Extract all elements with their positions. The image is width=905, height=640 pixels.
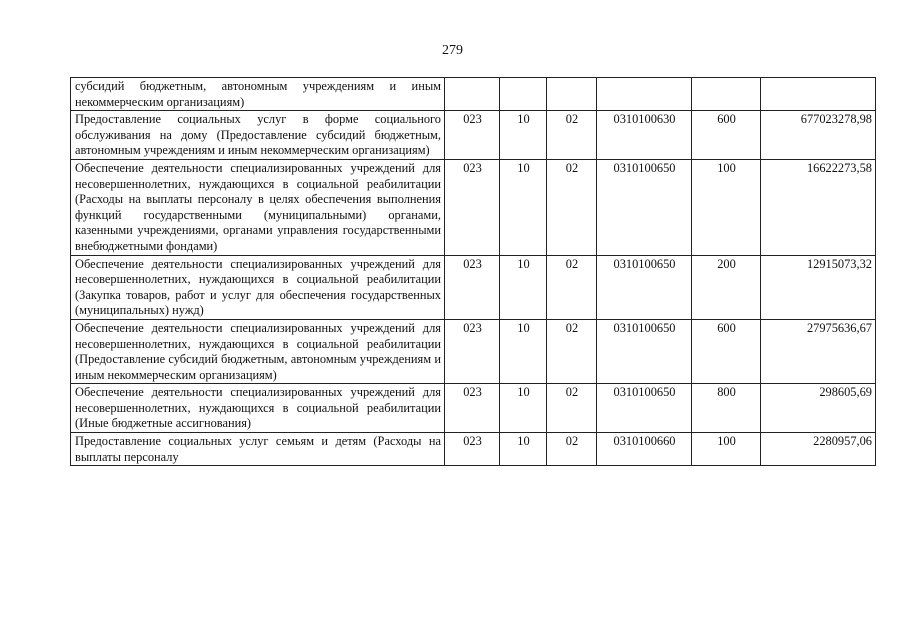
amount: 298605,69 [761, 384, 876, 433]
expense-type-code: 100 [692, 433, 761, 466]
subsection-code: 02 [547, 159, 597, 255]
table-row [71, 78, 876, 111]
subsection-code: 02 [547, 255, 597, 319]
amount: 2280957,06 [761, 433, 876, 466]
expense-description: Обеспечение деятельности специализированных учреждений для несовершеннолетних, нуждающихся в социальной реабилитации (Расходы на выплаты персоналу в целях обеспечения выполнения функций государственными (муниципальными) органами, казенными учреждениями, органами управления государственными внебюджетными фондами) [71, 159, 445, 255]
amount: 677023278,98 [761, 111, 876, 160]
ministry-code: 023 [445, 319, 500, 383]
subsection-code [547, 78, 597, 111]
table-row [71, 111, 876, 160]
target-article-code: 0310100630 [597, 111, 692, 160]
ministry-code: 023 [445, 255, 500, 319]
expense-description: Обеспечение деятельности специализированных учреждений для несовершеннолетних, нуждающихся в социальной реабилитации (Иные бюджетные ассигнования) [71, 384, 445, 433]
ministry-code: 023 [445, 384, 500, 433]
ministry-code: 023 [445, 159, 500, 255]
expense-description: Обеспечение деятельности специализированных учреждений для несовершеннолетних, нуждающихся в социальной реабилитации (Закупка товаров, работ и услуг для обеспечения государственных (муниципальных) нужд) [71, 255, 445, 319]
section-code: 10 [500, 255, 547, 319]
expense-type-code: 800 [692, 384, 761, 433]
section-code: 10 [500, 384, 547, 433]
subsection-code: 02 [547, 319, 597, 383]
expense-type-code: 600 [692, 319, 761, 383]
amount [761, 78, 876, 111]
expense-type-code [692, 78, 761, 111]
expense-description: Предоставление социальных услуг в форме социального обслуживания на дому (Предоставление субсидий бюджетным, автономным учреждениям и иным некоммерческим организациям) [71, 111, 445, 160]
expense-type-code: 600 [692, 111, 761, 160]
subsection-code: 02 [547, 384, 597, 433]
table-row [71, 319, 876, 383]
section-code: 10 [500, 433, 547, 466]
section-code: 10 [500, 111, 547, 160]
table-row [71, 384, 876, 433]
expense-type-code: 200 [692, 255, 761, 319]
expense-description: Обеспечение деятельности специализированных учреждений для несовершеннолетних, нуждающихся в социальной реабилитации (Предоставление субсидий бюджетным, автономным учреждениям и иным некоммерческим организациям) [71, 319, 445, 383]
expense-type-code: 100 [692, 159, 761, 255]
target-article-code: 0310100650 [597, 159, 692, 255]
target-article-code: 0310100650 [597, 384, 692, 433]
target-article-code: 0310100650 [597, 319, 692, 383]
target-article-code: 0310100660 [597, 433, 692, 466]
section-code: 10 [500, 319, 547, 383]
amount: 27975636,67 [761, 319, 876, 383]
page-number: 279 [442, 43, 463, 58]
section-code [500, 78, 547, 111]
table-row [71, 433, 876, 466]
table-row [71, 159, 876, 255]
ministry-code: 023 [445, 433, 500, 466]
expense-description: Предоставление социальных услуг семьям и детям (Расходы на выплаты персоналу [71, 433, 445, 466]
budget-table [70, 77, 876, 466]
target-article-code [597, 78, 692, 111]
ministry-code: 023 [445, 111, 500, 160]
expense-description: субсидий бюджетным, автономным учреждениям и иным некоммерческим организациям) [71, 78, 445, 111]
section-code: 10 [500, 159, 547, 255]
subsection-code: 02 [547, 111, 597, 160]
target-article-code: 0310100650 [597, 255, 692, 319]
table-row [71, 255, 876, 319]
amount: 12915073,32 [761, 255, 876, 319]
amount: 16622273,58 [761, 159, 876, 255]
subsection-code: 02 [547, 433, 597, 466]
ministry-code [445, 78, 500, 111]
table-body [71, 78, 876, 466]
